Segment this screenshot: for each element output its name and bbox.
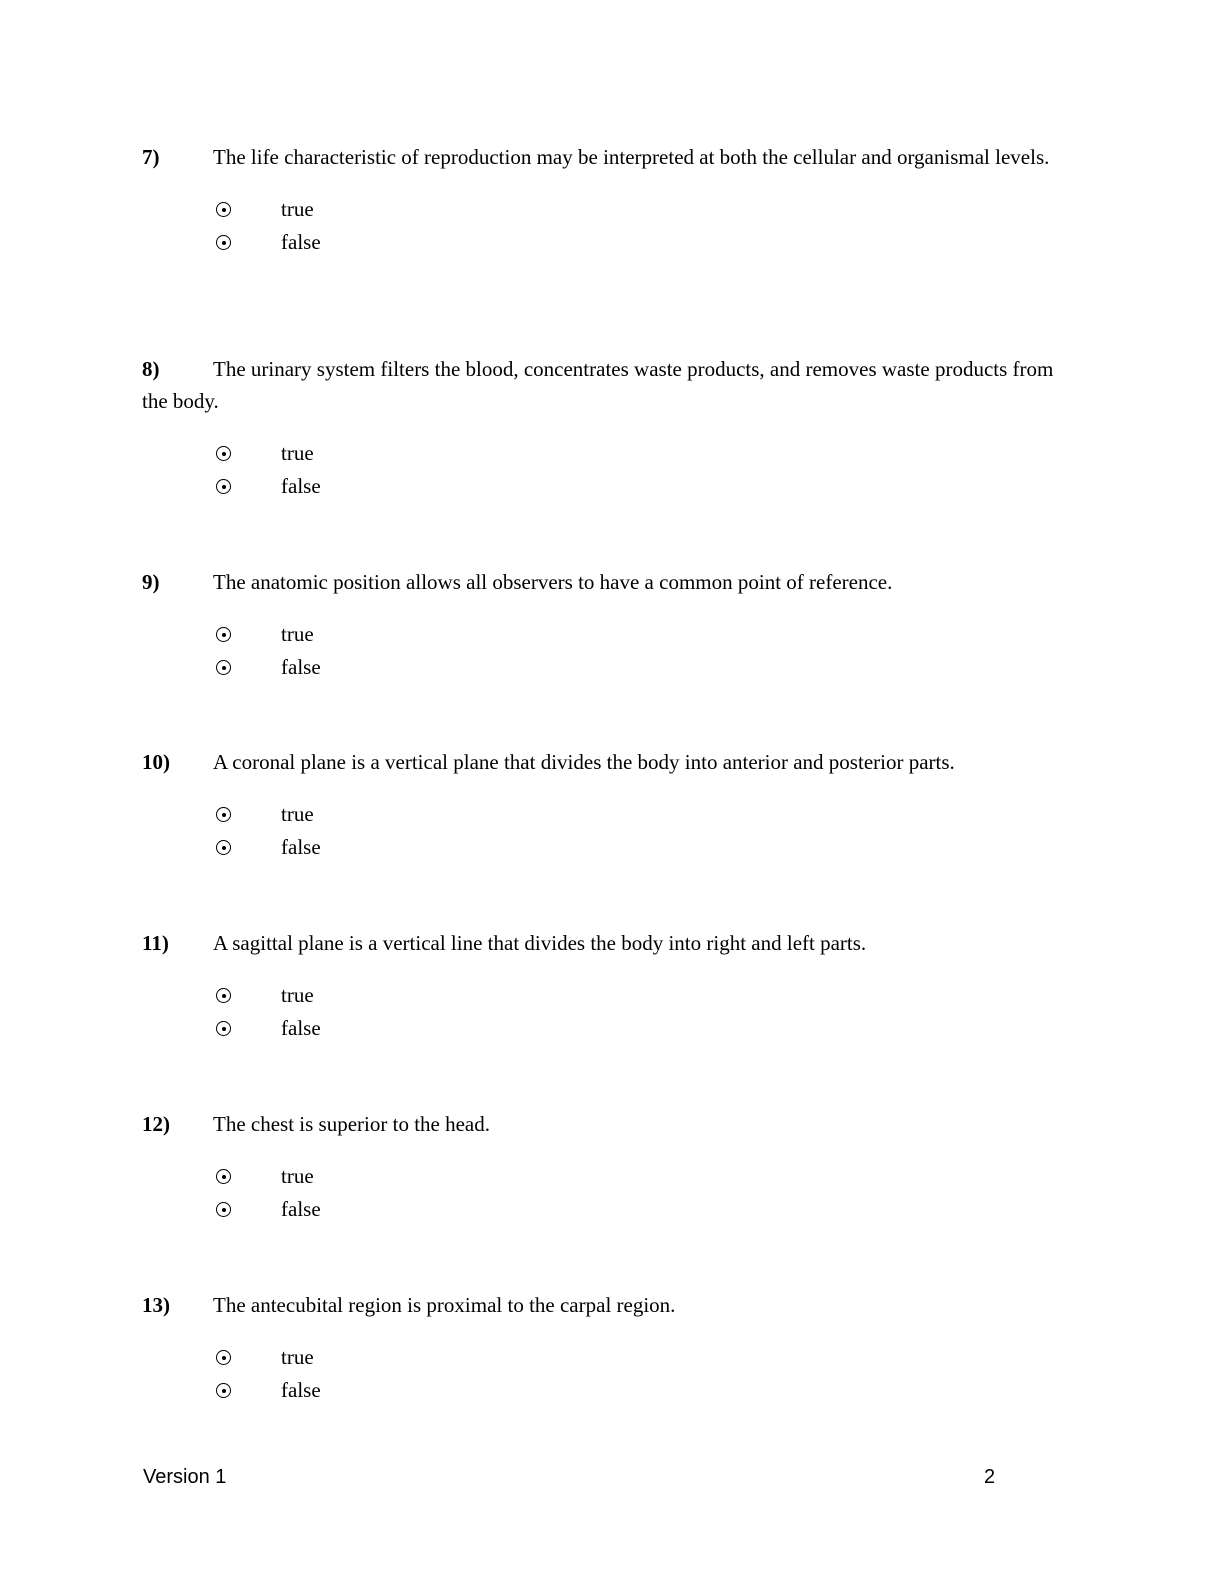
option-label: false bbox=[281, 835, 321, 859]
question-text: The antecubital region is proximal to the carpal region. bbox=[213, 1293, 676, 1317]
page-number: 2 bbox=[984, 1466, 996, 1488]
option-true[interactable] bbox=[214, 193, 1082, 226]
radio-button-icon[interactable] bbox=[216, 807, 231, 822]
question-number: 7) bbox=[142, 145, 160, 169]
option-label: true bbox=[281, 1345, 314, 1369]
option-false[interactable] bbox=[214, 1012, 1082, 1045]
answer-options bbox=[142, 1160, 1082, 1226]
question-number: 8) bbox=[142, 357, 160, 381]
radio-button-icon[interactable] bbox=[216, 840, 231, 855]
radio-button-icon[interactable] bbox=[216, 1350, 231, 1365]
radio-button-icon[interactable] bbox=[216, 1202, 231, 1217]
question-number: 13) bbox=[142, 1293, 170, 1317]
option-label: true bbox=[281, 197, 314, 221]
version-label: Version 1 bbox=[143, 1466, 227, 1488]
radio-button-icon[interactable] bbox=[216, 1169, 231, 1184]
option-label: false bbox=[281, 1378, 321, 1402]
question-stem bbox=[142, 353, 1082, 417]
radio-button-icon[interactable] bbox=[216, 446, 231, 461]
option-label: true bbox=[281, 1164, 314, 1188]
option-label: false bbox=[281, 230, 321, 254]
option-false[interactable] bbox=[214, 651, 1082, 684]
radio-button-icon[interactable] bbox=[216, 202, 231, 217]
question-stem bbox=[142, 1289, 1082, 1321]
option-true[interactable] bbox=[214, 798, 1082, 831]
question-text: A sagittal plane is a vertical line that divides the body into right and left parts. bbox=[213, 931, 867, 955]
question-stem bbox=[142, 141, 1082, 173]
option-label: false bbox=[281, 1197, 321, 1221]
option-label: true bbox=[281, 622, 314, 646]
option-false[interactable] bbox=[214, 470, 1082, 503]
option-true[interactable] bbox=[214, 1341, 1082, 1374]
radio-button-icon[interactable] bbox=[216, 479, 231, 494]
question-stem bbox=[142, 566, 1082, 598]
question-text: A coronal plane is a vertical plane that divides the body into anterior and posterior parts. bbox=[213, 750, 955, 774]
option-label: true bbox=[281, 983, 314, 1007]
option-true[interactable] bbox=[214, 979, 1082, 1012]
option-true[interactable] bbox=[214, 618, 1082, 651]
option-false[interactable] bbox=[214, 831, 1082, 864]
question-8 bbox=[142, 353, 1082, 503]
question-7 bbox=[142, 141, 1082, 259]
answer-options bbox=[142, 1341, 1082, 1407]
radio-button-icon[interactable] bbox=[216, 627, 231, 642]
radio-button-icon[interactable] bbox=[216, 660, 231, 675]
question-text: The chest is superior to the head. bbox=[213, 1112, 490, 1136]
question-9 bbox=[142, 566, 1082, 684]
question-text: The anatomic position allows all observers to have a common point of reference. bbox=[213, 570, 893, 594]
radio-button-icon[interactable] bbox=[216, 235, 231, 250]
radio-button-icon[interactable] bbox=[216, 988, 231, 1003]
question-number: 11) bbox=[142, 931, 169, 955]
option-false[interactable] bbox=[214, 226, 1082, 259]
radio-button-icon[interactable] bbox=[216, 1021, 231, 1036]
question-11 bbox=[142, 927, 1082, 1045]
option-label: false bbox=[281, 1016, 321, 1040]
option-label: true bbox=[281, 441, 314, 465]
option-label: false bbox=[281, 474, 321, 498]
question-number: 10) bbox=[142, 750, 170, 774]
question-number: 9) bbox=[142, 570, 160, 594]
option-false[interactable] bbox=[214, 1193, 1082, 1226]
question-number: 12) bbox=[142, 1112, 170, 1136]
question-text: The life characteristic of reproduction may be interpreted at both the cellular and organismal levels. bbox=[213, 145, 1050, 169]
answer-options bbox=[142, 798, 1082, 864]
question-12 bbox=[142, 1108, 1082, 1226]
radio-button-icon[interactable] bbox=[216, 1383, 231, 1398]
option-true[interactable] bbox=[214, 437, 1082, 470]
answer-options bbox=[142, 193, 1082, 259]
question-stem bbox=[142, 1108, 1082, 1140]
answer-options bbox=[142, 618, 1082, 684]
question-text: The urinary system filters the blood, concentrates waste products, and removes waste products from the body. bbox=[142, 357, 1054, 413]
question-10 bbox=[142, 746, 1082, 864]
question-stem bbox=[142, 746, 1082, 778]
option-false[interactable] bbox=[214, 1374, 1082, 1407]
option-true[interactable] bbox=[214, 1160, 1082, 1193]
option-label: false bbox=[281, 655, 321, 679]
option-label: true bbox=[281, 802, 314, 826]
answer-options bbox=[142, 979, 1082, 1045]
question-13 bbox=[142, 1289, 1082, 1407]
question-stem bbox=[142, 927, 1082, 959]
answer-options bbox=[142, 437, 1082, 503]
